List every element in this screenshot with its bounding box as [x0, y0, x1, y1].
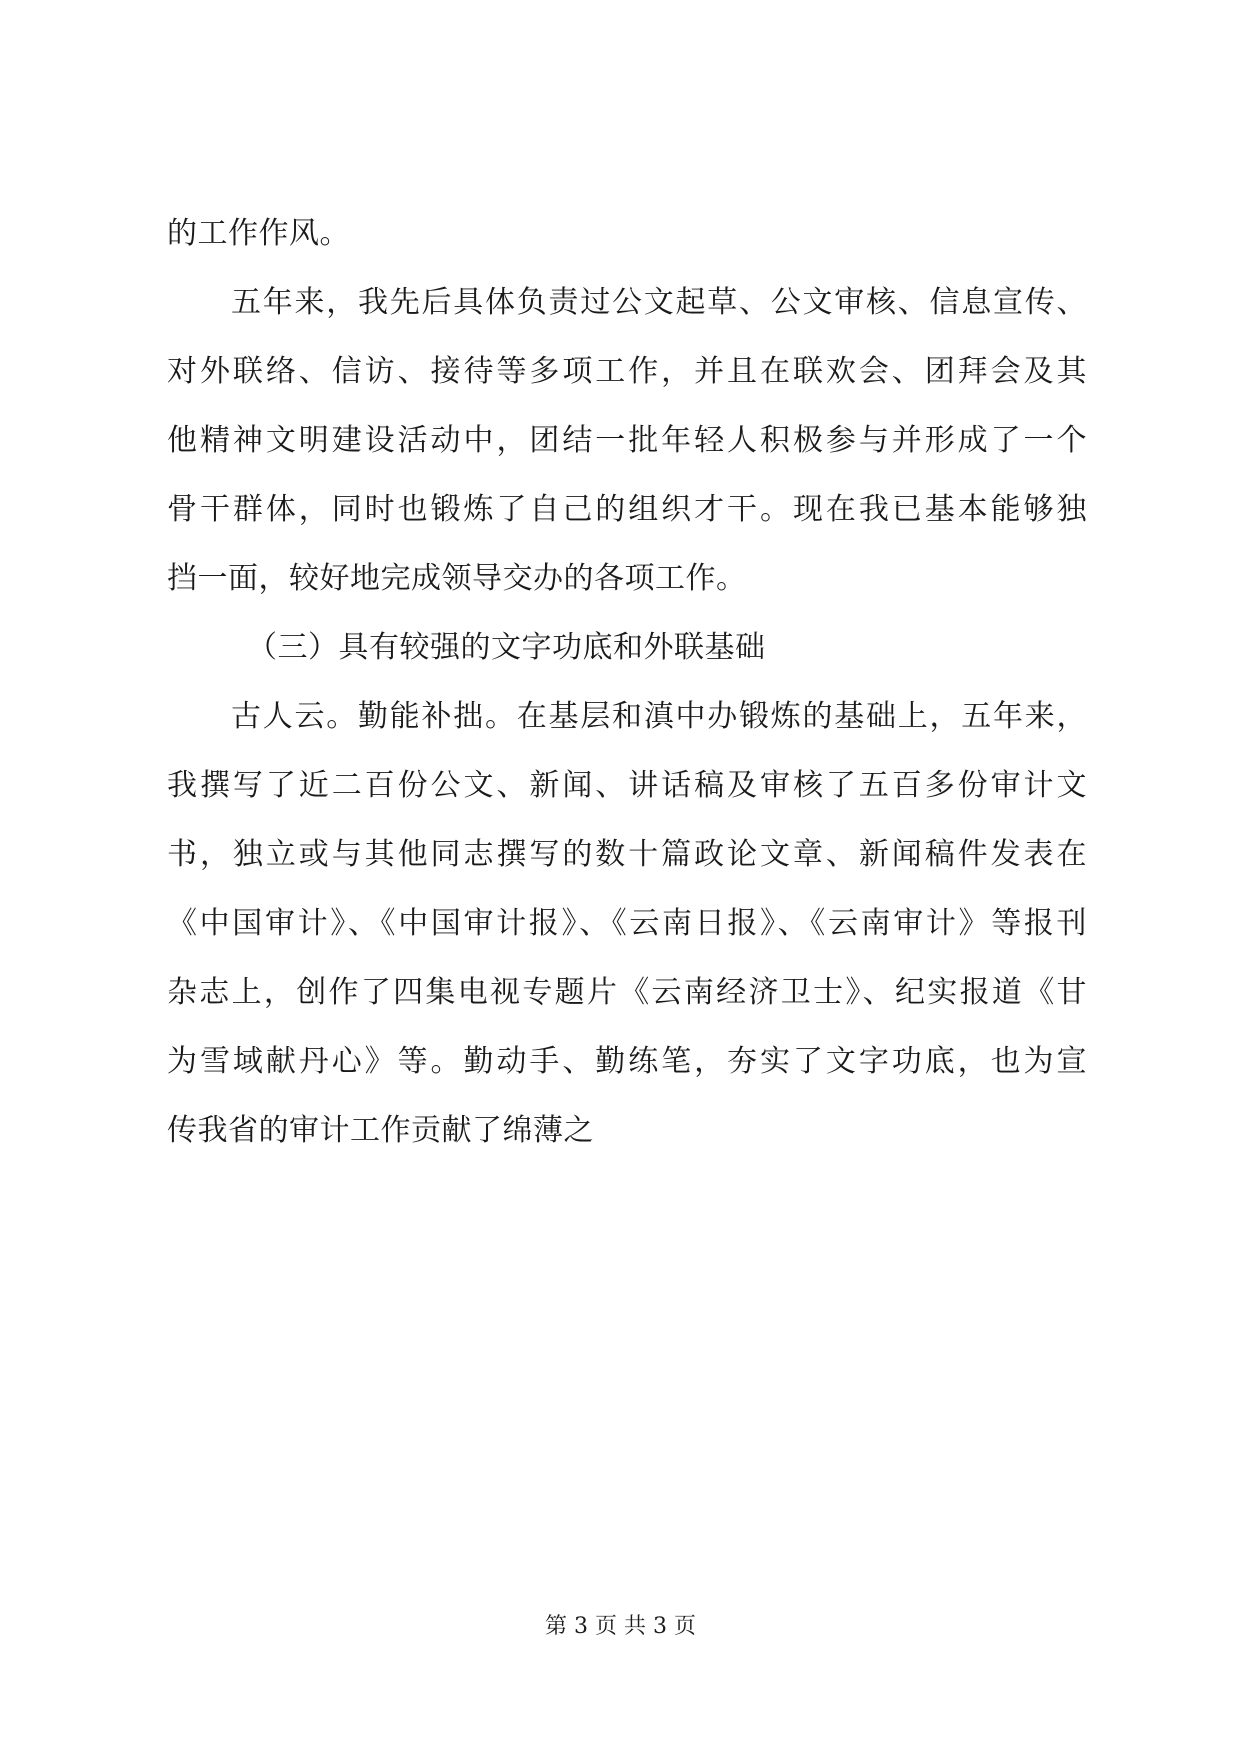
- text-line: 我撰写了近二百份公文、新闻、讲话稿及审核了五百多份审计文: [167, 768, 1087, 803]
- text-line: 的工作作风。: [167, 216, 350, 251]
- page-number-footer: 第 3 页 共 3 页: [545, 1614, 696, 1639]
- text-line: 他精神文明建设活动中，团结一批年轻人积极参与并形成了一个: [167, 423, 1087, 458]
- text-line: 传我省的审计工作贡献了绵薄之: [167, 1113, 594, 1148]
- text-line: 书，独立或与其他同志撰写的数十篇政论文章、新闻稿件发表在: [167, 837, 1087, 872]
- text-line: 挡一面，较好地完成领导交办的各项工作。: [167, 561, 747, 596]
- text-line: 对外联络、信访、接待等多项工作，并且在联欢会、团拜会及其: [167, 354, 1087, 389]
- text-line: 《中国审计》、《中国审计报》、《云南日报》、《云南审计》等报刊: [167, 906, 1087, 941]
- paragraph-first-line: 五年来，我先后具体负责过公文起草、公文审核、信息宣传、: [231, 285, 1087, 320]
- text-line: 骨干群体，同时也锻炼了自己的组织才干。现在我已基本能够独: [167, 492, 1087, 527]
- text-line: 为雪域献丹心》等。勤动手、勤练笔，夯实了文字功底，也为宣: [167, 1044, 1087, 1079]
- section-heading: （三）具有较强的文字功底和外联基础: [247, 630, 766, 665]
- paragraph-first-line: 古人云。勤能补拙。在基层和滇中办锻炼的基础上，五年来，: [231, 699, 1087, 734]
- text-line: 杂志上，创作了四集电视专题片《云南经济卫士》、纪实报道《甘: [167, 975, 1087, 1010]
